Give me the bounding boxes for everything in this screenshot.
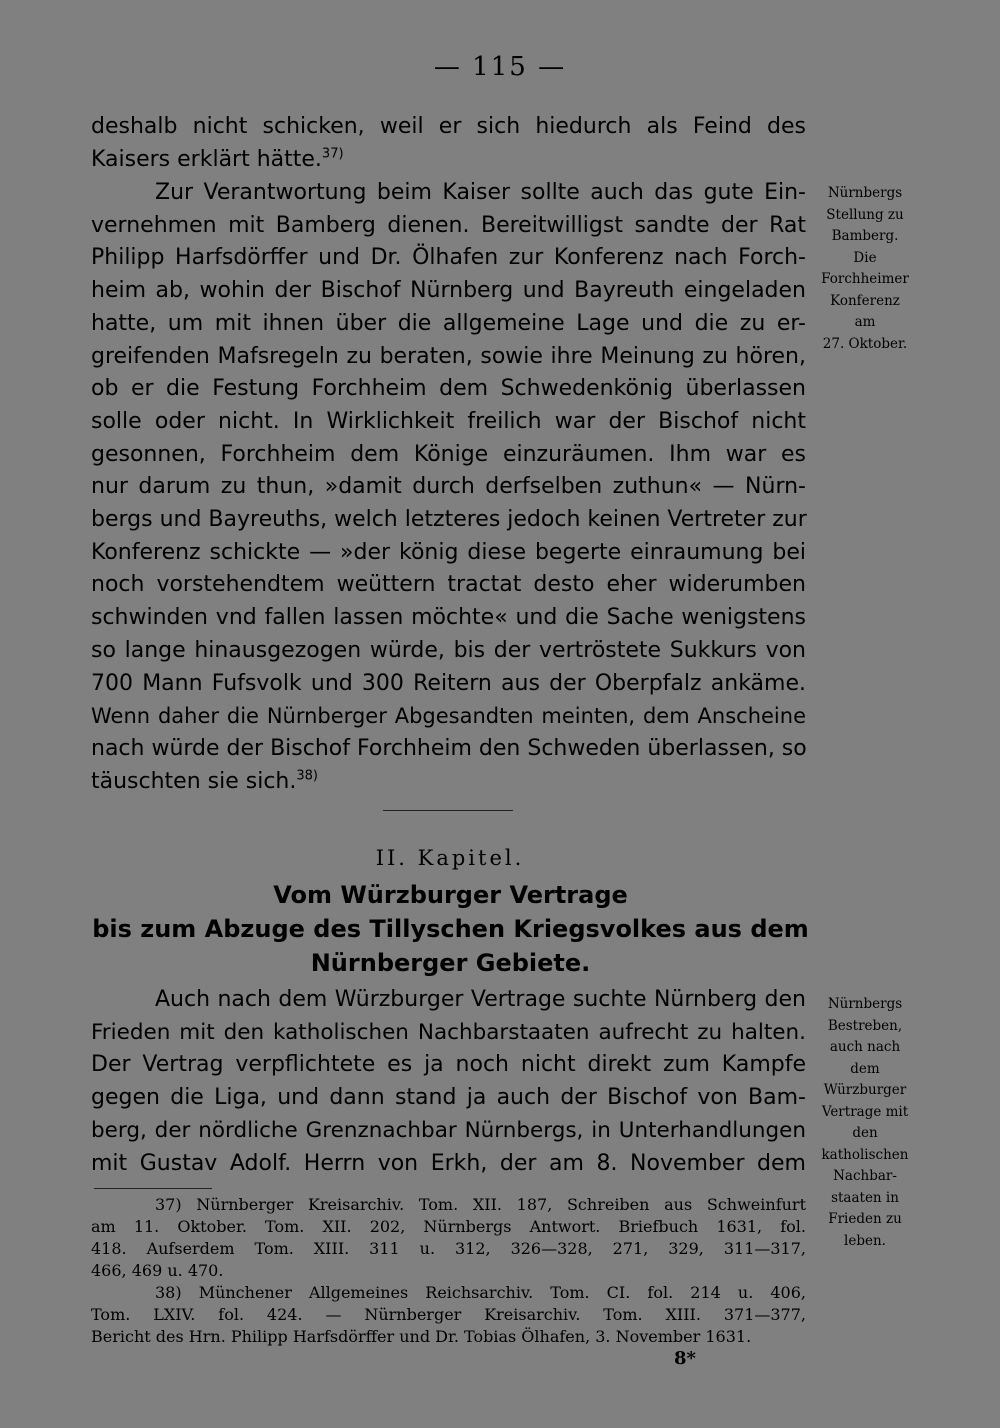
text-line: Der Vertrag verpflichtete es ja noch nicht direkt zum Kampfe <box>91 1052 806 1078</box>
margin-note-line: Bamberg. <box>831 228 899 244</box>
text-line: Philipp Harfsdörffer und Dr. Ölhafen zur Konferenz nach Forch- <box>91 245 806 271</box>
text-line: deshalb nicht schicken, weil er sich hiedurch als Feind des <box>91 114 806 139</box>
text-line: Konferenz schickte — »der könig diese begerte einraumung bei <box>91 539 806 565</box>
footnote-line: am 11. Oktober. Tom. XII. 202, Nürnbergs Antwort. Briefbuch 1631, fol. <box>91 1217 806 1236</box>
text-line: schwinden vnd fallen lassen möchte« und die Sache wenigstens <box>91 605 806 631</box>
text-line: gesonnen, Forchheim dem Könige einzuräumen. Ihm war es <box>91 441 806 467</box>
margin-note-line: Konferenz <box>830 292 900 309</box>
text-line: bergs und Bayreuths, welch letzteres jedoch keinen Vertreter zur <box>91 507 807 533</box>
page-number: — 115 — <box>433 52 567 82</box>
footnote-line: 418. Aufserdem Tom. XIII. 311 u. 312, 326—328, 271, 329, 311—317, <box>91 1239 806 1258</box>
footnote-line: 37) Nürnberger Kreisarchiv. Tom. XII. 187, Schreiben aus Schweinfurt <box>155 1195 806 1214</box>
margin-note-line: Stellung zu <box>826 206 904 223</box>
text-line: Wenn daher die Nürnberger Abgesandten meinten, dem Anscheine <box>91 704 806 729</box>
margin-note-line: 27. Oktober. <box>822 335 908 352</box>
text-line: Auch nach dem Würzburger Vertrage suchte Nürnberg den <box>155 987 806 1012</box>
paragraph-forchheim-conference <box>91 177 806 798</box>
text-line: so lange hinausgezogen würde, bis der vertröstete Sukkurs von <box>91 637 806 663</box>
margin-note-line: dem <box>850 1060 880 1077</box>
margin-note-line: leben. <box>844 1232 886 1249</box>
text-line: 700 Mann Fufsvolk und 300 Reitern aus der Oberpfalz ankäme. <box>91 670 806 696</box>
text-line: Zur Verantwortung beim Kaiser sollte auch das gute Ein- <box>155 180 806 205</box>
text-line: nur darum zu thun, »damit durch derfselben zuthun« — Nürn- <box>91 474 806 500</box>
margin-note-line: Vertrage mit <box>821 1103 909 1120</box>
text-line: hatte, um mit ihnen über die allgemeine Lage und die zu er- <box>91 310 806 336</box>
text-line: noch vorstehendtem weüttern tractat desto eher widerumben <box>91 572 806 598</box>
chapter-title <box>88 878 813 980</box>
text-line: Frieden mit den katholischen Nachbarstaaten aufrecht zu halten. <box>91 1019 806 1045</box>
margin-note-line: Die <box>853 249 877 266</box>
margin-note-line: katholischen <box>821 1146 909 1163</box>
text-line: vernehmen mit Bamberg dienen. Bereitwilligst sandte der Rat <box>91 212 806 238</box>
footnote-separator <box>94 1188 212 1189</box>
margin-note-line: auch nach <box>829 1039 901 1055</box>
text-span: Kaisers erklärt hätte. <box>91 146 322 172</box>
text-line <box>91 144 806 177</box>
margin-note-line: Würzburger <box>823 1082 907 1098</box>
margin-note-line: den <box>852 1125 878 1141</box>
chapter-title-line: Nürnberger Gebiete. <box>310 949 591 977</box>
paragraph-chapter-opening <box>91 984 806 1180</box>
text-line: berg, der nördliche Grenznachbar Nürnbergs, in Unterhandlungen <box>91 1117 806 1143</box>
footnote-line: Bericht des Hrn. Philipp Harfsdörffer und Dr. Tobias Ölhafen, 3. November 1631. <box>91 1327 752 1346</box>
section-divider <box>383 810 513 811</box>
margin-note-line: Nürnbergs <box>827 185 903 201</box>
footnote-reference-38: 38) <box>296 768 318 784</box>
margin-note-line: Bestreben, <box>827 1017 903 1034</box>
margin-note-line: Frieden zu <box>828 1211 902 1227</box>
text-line <box>91 766 806 799</box>
text-line: heim ab, wohin der Bischof Nürnberg und Bayreuth eingeladen <box>91 278 806 304</box>
margin-note-line: Nachbar- <box>833 1168 897 1184</box>
chapter-title-line: bis zum Abzuge des Tillyschen Kriegsvolkes aus dem <box>92 915 809 943</box>
chapter-title-line: Vom Würzburger Vertrage <box>273 881 628 909</box>
paragraph-continuation <box>91 111 806 176</box>
chapter-label: II. Kapitel. <box>375 846 525 870</box>
text-line: greifenden Mafsregeln zu beraten, sowie ihre Meinung zu hören, <box>91 343 806 369</box>
margin-note-line: Nürnbergs <box>827 996 903 1012</box>
footnotes <box>91 1194 806 1348</box>
footnote-reference-37: 37) <box>321 146 344 162</box>
text-line: ob er die Festung Forchheim dem Schwedenkönig überlassen <box>91 376 806 402</box>
signature-mark: 8* <box>674 1348 696 1369</box>
margin-note-line: Forchheimer <box>821 271 909 287</box>
margin-note-line: am <box>854 314 876 330</box>
margin-note-peace-efforts <box>815 994 915 1252</box>
footnote-line: Tom. LXIV. fol. 424. — Nürnberger Kreisarchiv. Tom. XIII. 371—377, <box>91 1305 806 1324</box>
text-line: solle oder nicht. In Wirklichkeit freilich war der Bischof nicht <box>91 408 806 434</box>
text-line: nach würde der Bischof Forchheim den Schweden überlassen, so <box>91 735 807 761</box>
text-line: gegen die Liga, und dann stand ja auch der Bischof von Bam- <box>91 1085 806 1111</box>
footnote-line: 466, 469 u. 470. <box>91 1261 224 1280</box>
text-span: täuschten sie sich. <box>91 768 297 794</box>
footnote-line: 38) Münchener Allgemeines Reichsarchiv. Tom. CI. fol. 214 u. 406, <box>155 1283 806 1302</box>
text-line: mit Gustav Adolf. Herrn von Erkh, der am 8. November dem <box>91 1150 806 1176</box>
margin-note-forchheim <box>815 183 915 355</box>
margin-note-line: staaten in <box>831 1189 899 1206</box>
